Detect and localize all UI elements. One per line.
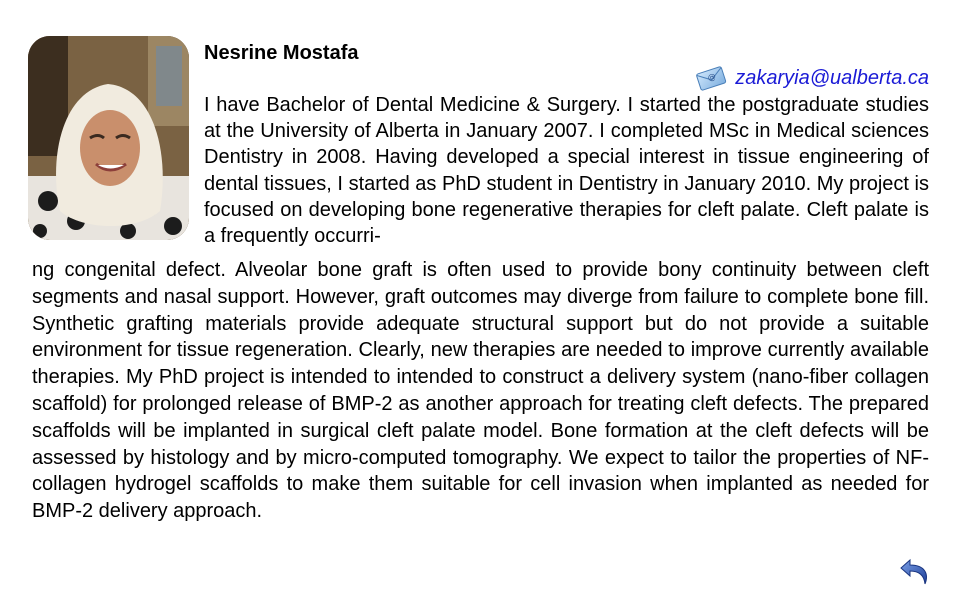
- envelope-icon[interactable]: [695, 65, 727, 91]
- bio-paragraph-top: I have Bachelor of Dental Medicine & Surgery. I started the postgraduate studies at the University of Alberta in January 2007. I completed MSc in Medical sciences Dentistry in 2008. Having developed a special interest in tissue engineering of dental tissues, I started as PhD student in Dentistry in January 2010. My project is focused on developing bone regenerative therapies for cleft palate. Cleft palate is a frequently occurri-: [204, 94, 929, 248]
- bio-paragraph-bottom: ng congenital defect. Alveolar bone graft is often used to provide bony continuity between cleft segments and nasal support. However, graft outcomes may diverge from failure to complete bone fill. Synthetic grafting materials provide adequate structural support but do not provide a suitable environment for tissue regeneration. Clearly, new therapies are needed to improve currently available therapies. My PhD project is intended to intended to construct a delivery system (nano-fiber collagen scaffold) for prolonged release of BMP-2 as another approach for treating cleft defects. The prepared scaffolds will be implanted in surgical cleft palate model. Bone formation at the cleft defects will be assessed by histology and by micro-computed tomography. We expect to tailor the properties of NF-collagen hydrogel scaffolds to make them suitable for cell invasion when implanted as needed for BMP-2 delivery approach.: [32, 259, 929, 523]
- email-link[interactable]: zakaryia@ualberta.ca: [735, 67, 929, 89]
- return-arrow-icon: [898, 574, 932, 591]
- profile-photo: [28, 36, 189, 240]
- email-row: [695, 65, 929, 91]
- person-name: Nesrine Mostafa: [204, 42, 359, 64]
- return-button[interactable]: [898, 557, 932, 587]
- svg-text:@: @: [706, 71, 718, 83]
